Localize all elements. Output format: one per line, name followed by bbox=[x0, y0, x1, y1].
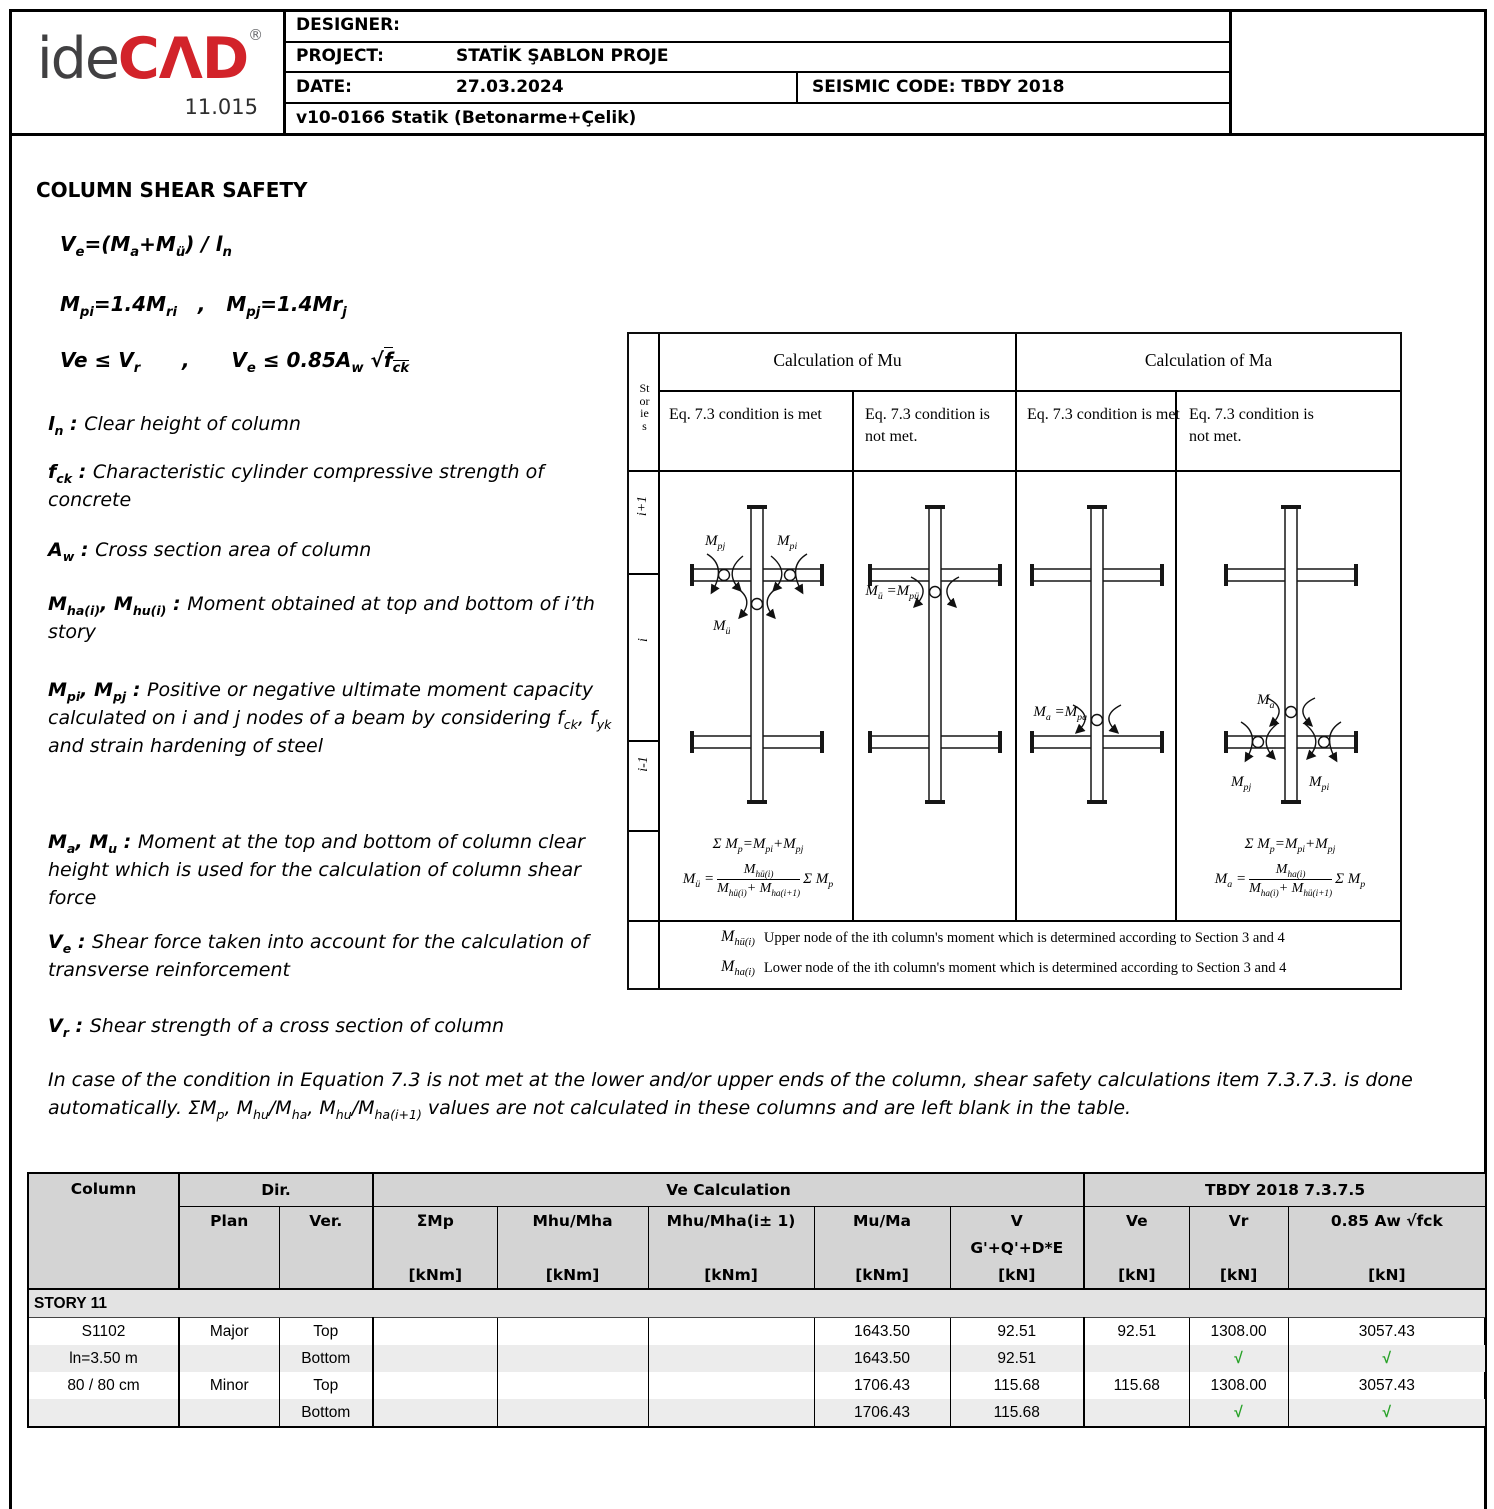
app-logo bbox=[30, 26, 270, 92]
col-header-ver: Ver. bbox=[279, 1207, 373, 1290]
col-header-ve: Ve [kN] bbox=[1084, 1207, 1189, 1290]
figure-cond-met-1: Eq. 7.3 condition is met bbox=[669, 406, 822, 423]
story-row bbox=[28, 1289, 1486, 1318]
col-header-sum-mp: ΣMp [kNm] bbox=[373, 1207, 497, 1290]
definition-mpi-mpj: $M_{pi}$, $M_{pj}$ : Positive or negative ultimate moment capacity calculated on i and j nodes of a beam by considering $f_{ck}$, $f_{yk}$ and strain hardening of steel bbox=[48, 679, 612, 757]
formula-limits: $Ve \le V_r$ , $V_e \le 0.85A_w$ $√f_{ck}$ bbox=[60, 348, 410, 376]
definition-ln: $l_n$ : Clear height of column bbox=[48, 413, 301, 438]
label-mpj-p1: $M_{pj}$ bbox=[705, 533, 726, 552]
column-diagram-ma-met bbox=[1007, 484, 1187, 829]
divider bbox=[629, 573, 658, 575]
story-label-i-minus-1: i-1 bbox=[635, 756, 651, 772]
divider bbox=[660, 390, 1400, 392]
col-header-dir: Dir. bbox=[179, 1173, 373, 1207]
divider bbox=[796, 71, 798, 102]
definition-ma-mu: $M_a$, $M_u$ : Moment at the top and bottom of column clear height which is used for the calculation of column shear force bbox=[48, 831, 585, 909]
col-header-tbdy: TBDY 2018 7.3.7.5 bbox=[1084, 1173, 1486, 1207]
seismic-code: SEISMIC CODE: TBDY 2018 bbox=[812, 77, 1065, 97]
definition-fck: $f_{ck}$ : Characteristic cylinder compressive strength of concrete bbox=[48, 461, 544, 511]
cell-column-ln: ln=3.50 m bbox=[28, 1345, 179, 1372]
date-label: DATE: bbox=[296, 77, 352, 97]
label-mpj-p4: $M_{pj}$ bbox=[1231, 774, 1252, 793]
label-mpi-p1: $M_{pi}$ bbox=[777, 533, 798, 552]
story-label-i: i bbox=[635, 638, 651, 642]
label-ma-p4: $M_a$ bbox=[1257, 692, 1275, 711]
col-header-column: Column bbox=[28, 1173, 179, 1289]
formula-sum-mp-2: Σ $M_p=M_{pi}+M_{pj}$ bbox=[1244, 836, 1336, 855]
formula-ve: $V_e=(M_a+M_ü) / l_n$ bbox=[60, 232, 232, 260]
footnote-lower-node: $M_{ha(i)}$ Lower node of the ith column's moment which is determined according to Section 3 and 4 bbox=[721, 958, 1287, 979]
col-header-mhu-mha-i1: Mhu/Mha(i± 1) [kNm] bbox=[648, 1207, 814, 1290]
definition-vr: $V_r$ : Shear strength of a cross section of column bbox=[48, 1015, 505, 1040]
divider bbox=[9, 133, 1487, 136]
stories-axis-label: Stories bbox=[639, 381, 650, 433]
definition-aw: $A_w$ : Cross section area of column bbox=[48, 539, 372, 564]
formula-mp: $M_{pi}=1.4M_{ri}$ , $M_{pj}=1.4Mr_j$ bbox=[60, 292, 347, 320]
page-title: COLUMN SHEAR SAFETY bbox=[36, 178, 308, 202]
table-row: ln=3.50 m Bottom 1643.50 92.51 √ √ bbox=[28, 1345, 1486, 1372]
logo-text-gray: ide bbox=[36, 26, 118, 92]
table-row: Bottom 1706.43 115.68 √ √ bbox=[28, 1399, 1486, 1427]
table-row: S1102 Major Top 1643.50 92.51 92.51 1308.00 3057.43 bbox=[28, 1318, 1486, 1346]
definition-mha-mhu: $M_{ha(i)}$, $M_{hu(i)}$ : Moment obtained at top and bottom of i’th story bbox=[48, 593, 595, 643]
formula-block-mu bbox=[665, 836, 851, 897]
check-icon: √ bbox=[1288, 1399, 1486, 1427]
footnote-upper-node: $M_{hü(i)}$ Upper node of the ith column's moment which is determined according to Section 3 and 4 bbox=[721, 928, 1285, 949]
date-value: 27.03.2024 bbox=[456, 77, 564, 97]
check-icon: √ bbox=[1189, 1399, 1288, 1427]
col-header-plan: Plan bbox=[179, 1207, 279, 1290]
col-header-ve-calculation: Ve Calculation bbox=[373, 1173, 1084, 1207]
formula-block-ma bbox=[1181, 836, 1399, 897]
story-label: STORY 11 bbox=[28, 1289, 1486, 1318]
label-mu-p1: $M_ü$ bbox=[713, 618, 731, 637]
note-paragraph: In case of the condition in Equation 7.3 is not met at the lower and/or upper ends of the column, shear safety calculations item 7.3.7.3. is done automatically. $\Sigma M_p$, $M_{hu}/M_{ha}$, $M_{hu}/M_{ha(i+1)}$ values are not calculated in these columns and are left blank in the table. bbox=[48, 1069, 1413, 1122]
figure-cond-notmet-2: Eq. 7.3 condition is not met. bbox=[1189, 406, 1314, 445]
cell-column-size: 80 / 80 cm bbox=[28, 1372, 179, 1399]
column-diagram-ma-notmet bbox=[1201, 484, 1381, 829]
calculation-figure bbox=[627, 332, 1402, 990]
label-mpi-p4: $M_{pi}$ bbox=[1309, 774, 1330, 793]
registered-mark-icon: ® bbox=[248, 26, 264, 44]
cell-column-id: S1102 bbox=[28, 1318, 179, 1346]
story-label-i-plus-1: i+1 bbox=[635, 495, 651, 517]
figure-col-header-ma: Calculation of Ma bbox=[1144, 350, 1273, 370]
designer-label: DESIGNER: bbox=[296, 15, 400, 35]
formula-mu-fraction: $M_ü$ = $\frac{M_{hü(i)}}{M_{hü(i)}+ M_{ha(i+1)}}$ Σ $M_p$ bbox=[682, 862, 834, 898]
figure-cond-notmet-1: Eq. 7.3 condition is not met. bbox=[865, 406, 990, 445]
check-icon: √ bbox=[1288, 1345, 1486, 1372]
formula-sum-mp: Σ $M_p=M_{pi}+M_{pj}$ bbox=[712, 836, 804, 855]
project-label: PROJECT: bbox=[296, 46, 384, 66]
label-ma-eq-p3: $M_a =M_{pa}$ bbox=[1033, 704, 1087, 723]
definition-ve: $V_e$ : Shear force taken into account for the calculation of transverse reinforcement bbox=[48, 931, 589, 981]
column-diagram-mu-met bbox=[667, 484, 847, 829]
software-version-line: v10-0166 Statik (Betonarme+Çelik) bbox=[296, 108, 637, 128]
divider bbox=[629, 830, 658, 832]
col-header-mhu-mha: Mhu/Mha [kNm] bbox=[497, 1207, 648, 1290]
formula-ma-fraction: $M_a$ = $\frac{M_{ha(i)}}{M_{ha(i)}+ M_{hü(i+1)}}$ Σ $M_p$ bbox=[1214, 862, 1366, 898]
col-header-aw-fck: 0.85 Aw √fck [kN] bbox=[1288, 1207, 1486, 1290]
figure-cond-met-2: Eq. 7.3 condition is met bbox=[1027, 406, 1180, 423]
check-icon: √ bbox=[1189, 1345, 1288, 1372]
col-header-mu-ma: Mu/Ma [kNm] bbox=[814, 1207, 950, 1290]
divider bbox=[286, 102, 1229, 104]
figure-col-header-mu: Calculation of Mu bbox=[773, 350, 902, 370]
divider bbox=[286, 41, 1229, 43]
shear-safety-table bbox=[27, 1172, 1487, 1428]
col-header-vr: Vr [kN] bbox=[1189, 1207, 1288, 1290]
divider bbox=[658, 334, 660, 988]
logo-version: 11.015 bbox=[184, 95, 258, 119]
divider bbox=[1229, 9, 1232, 136]
label-mu-eq-p2: $M_ü =M_{pü}$ bbox=[865, 583, 919, 602]
table-row: 80 / 80 cm Minor Top 1706.43 115.68 115.68 1308.00 3057.43 bbox=[28, 1372, 1486, 1399]
col-header-v: V G'+Q'+D*E [kN] bbox=[950, 1207, 1084, 1290]
project-value: STATİK ŞABLON PROJE bbox=[456, 46, 669, 66]
divider bbox=[286, 71, 1229, 73]
column-diagram-mu-notmet bbox=[845, 484, 1025, 829]
logo-text-red: CΛD bbox=[117, 26, 249, 92]
